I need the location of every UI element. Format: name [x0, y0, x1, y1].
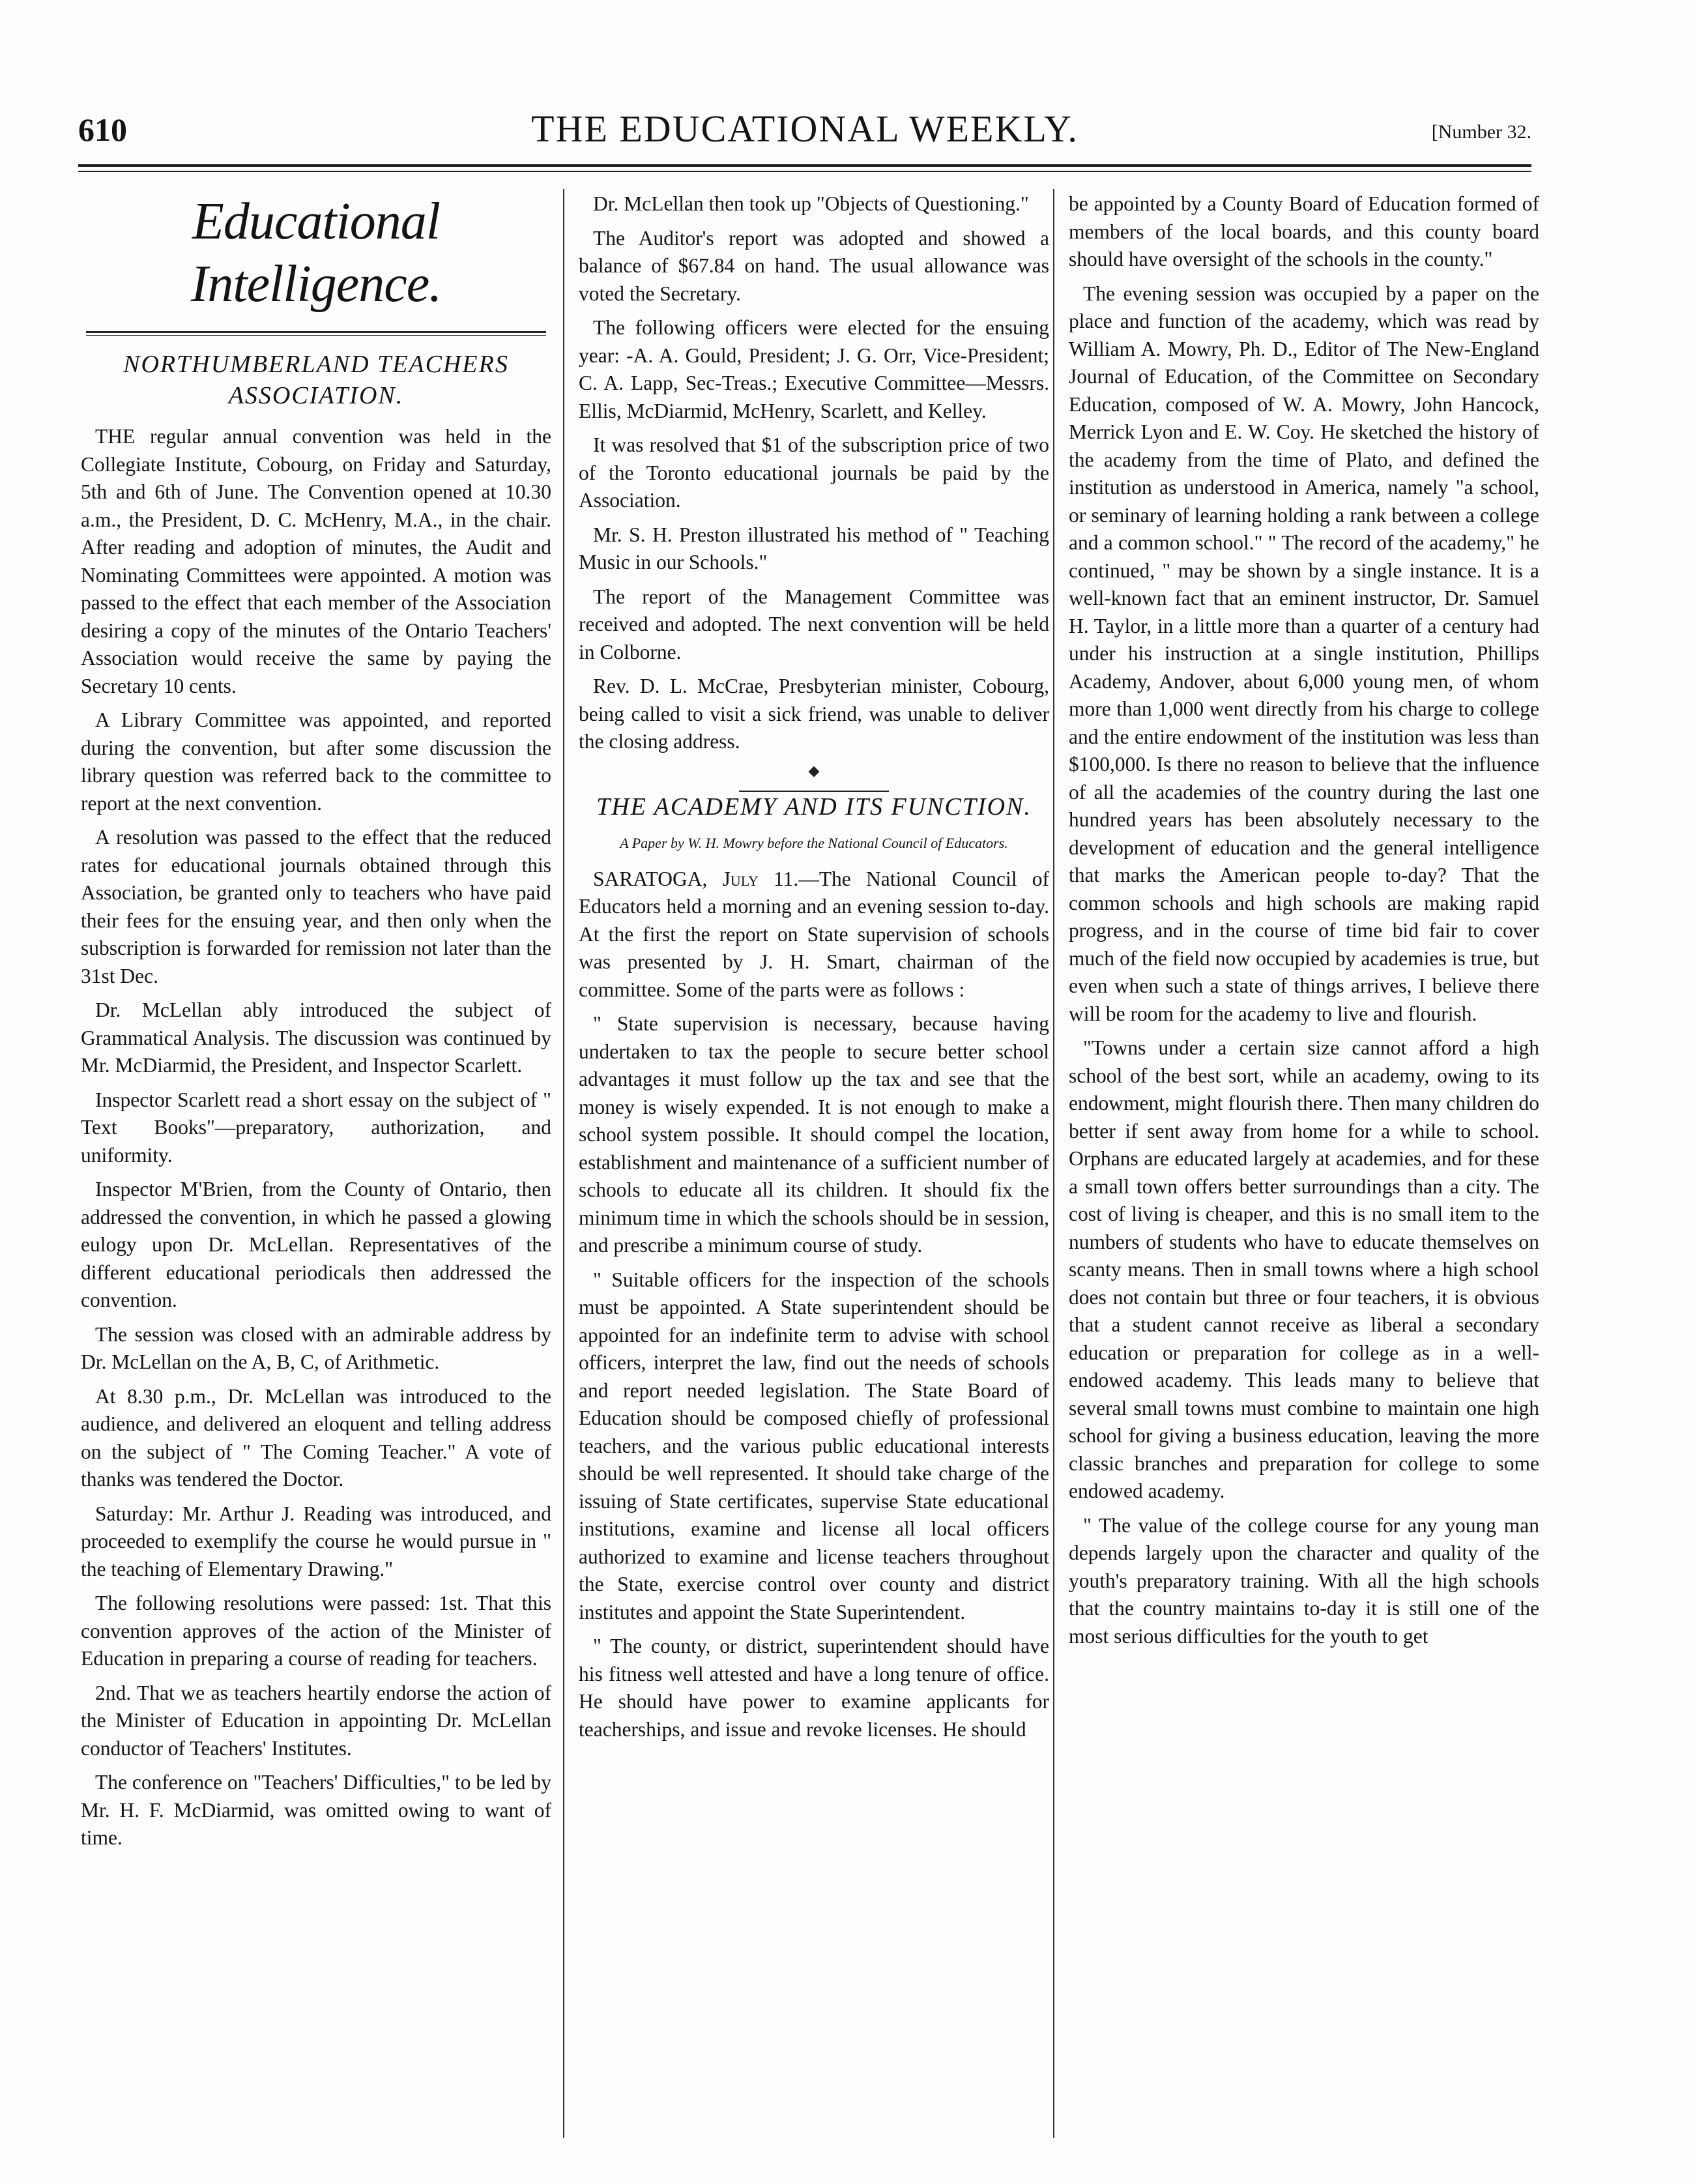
- article-paragraph: The Auditor's report was adopted and showed a balance of $67.84 on hand. The usual allowance was voted the Secretary.: [579, 226, 1049, 305]
- article-paragraph: Dr. McLellan ably introduced the subject of Grammatical Analysis. The discussion was continued by Mr. McDiarmid, the President, and Inspector Scarlett.: [81, 998, 551, 1077]
- article-paragraph: 2nd. That we as teachers heartily endorse the action of the Minister of Education in appointing Dr. McLellan conductor of Teachers' Institutes.: [81, 1681, 551, 1760]
- section-ornament-divider: [579, 769, 1049, 776]
- article-paragraph: Mr. S. H. Preston illustrated his method of " Teaching Music in our Schools.": [579, 523, 1049, 574]
- column-2: [579, 190, 1049, 2129]
- article-paragraph: " State supervision is necessary, because having undertaken to tax the people to secure better school advantages it must follow up the tax and see that the money is wisely expended. It is not enough to make a school system possible. It should compel the location, establishment and maintenance of a sufficient number of schools to educate all its children. It should fix the minimum time in which the schools should be in session, and prescribe a minimum course of study.: [579, 1012, 1049, 1257]
- dateline: SARATOGA, July 11.: [593, 867, 799, 890]
- column-divider-2: [1053, 189, 1054, 2138]
- column-3: [1069, 190, 1539, 2129]
- page-header: [78, 98, 1531, 156]
- article-title-northumberland: NORTHUMBERLAND TEACHERS ASSOCIATION.: [123, 351, 509, 409]
- page-number: 610: [78, 111, 127, 148]
- article-paragraph: At 8.30 p.m., Dr. McLellan was introduced to the audience, and delivered an eloquent and telling address on the subject of " The Coming Teacher." A vote of thanks was tendered the Doctor.: [81, 1384, 551, 1491]
- section-title-rule: [86, 331, 546, 336]
- journal-title: THE EDUCATIONAL WEEKLY.: [531, 108, 1079, 150]
- article-paragraph: [579, 866, 1049, 1004]
- header-rule-thick: [78, 164, 1531, 167]
- article-paragraph: " The value of the college course for any young man depends largely upon the character and quality of the youth's preparatory training. With all the high schools that the country maintains to-day it is still one of the most serious difficulties for the youth to get: [1069, 1513, 1539, 1648]
- article-paragraph: The evening session was occupied by a paper on the place and function of the academy, which was read by William A. Mowry, Ph. D., Editor of The New-England Journal of Education, of the Committee on Secondary Education, composed of W. A. Mowry, John Hancock, Merrick Lyon and E. W. Coy. He sketched the history of the academy from the time of Plato, and defined the institution as understood in America, namely "a school, or seminary of learning holding a rank between a college and a common school." " The record of the academy," he continued, " may be shown by a single instance. It is a well-known fact that an eminent instructor, Dr. Samuel H. Taylor, in a little more than a quarter of a century had under his instruction at a single institution, Phillips Academy, Andover, about 6,000 young men, of whom more than 1,000 went directly from his charge to college and the entire endowment of the institution was less than $100,000. Is there no reason to believe that the influence of all the academies of the country during the last one hundred years has been absolutely necessary to the development of education and the general intelligence that marks the American people to-day? That the common schools and high schools are making rapid progress, and in the course of time bid fair to cover much of the field now occupied by academies is true, but even when such a state of things arrives, I believe there will be room for the academy to live and flourish.: [1069, 282, 1539, 1025]
- article-paragraph: The following resolutions were passed: 1st. That this convention approves of the action of the Minister of Education in preparing a course of reading for teachers.: [81, 1592, 551, 1670]
- issue-number: [Number 32.: [1431, 121, 1531, 143]
- article-paragraph: A Library Committee was appointed, and reported during the convention, but after some discussion the library question was referred back to the committee to report at the next convention.: [81, 708, 551, 815]
- article-paragraph: It was resolved that $1 of the subscription price of two of the Toronto educational journals be paid by the Association.: [579, 433, 1049, 512]
- article-byline: A Paper by W. H. Mowry before the National Council of Educators.: [620, 834, 1008, 851]
- article-paragraph: THE regular annual convention was held in the Collegiate Institute, Cobourg, on Friday and Saturday, 5th and 6th of June. The Convention opened at 10.30 a.m., the President, D. C. McHenry, M.A., in the chair. After reading and adoption of minutes, the Audit and Nominating Committees were appointed. A motion was passed to the effect that each member of the Association desiring a copy of the minutes of the Ontario Teachers' Association would receive the same by paying the Secretary 10 cents.: [81, 425, 551, 697]
- article-paragraph: Inspector Scarlett read a short essay on the subject of " Text Books"—preparatory, authorization, and uniformity.: [81, 1088, 551, 1167]
- article-paragraph: The session was closed with an admirable address by Dr. McLellan on the A, B, C, of Arithmetic.: [81, 1322, 551, 1373]
- article-paragraph: A resolution was passed to the effect that the reduced rates for educational journals obtained through this Association, be granted only to teachers who have paid their fees for the ensuing year, and then only when the subscription is forwarded for remission not later than the 31st Dec.: [81, 826, 551, 987]
- header-rule-thin: [78, 171, 1531, 172]
- dateline-continuation: —The National Council of Educators held a morning and an evening session to-day. At the first the report on State supervision of schools was presented by J. H. Smart, chairman of the committee. Some of the parts were as follows :: [579, 867, 1049, 1001]
- article-paragraph: Rev. D. L. McCrae, Presbyterian minister, Cobourg, being called to visit a sick friend, was unable to deliver the closing address.: [579, 675, 1049, 753]
- article-paragraph: "Towns under a certain size cannot afford a high school of the best sort, while an academy, owing to its endowment, might flourish there. Then many children do better if sent away from home for a while to school. Orphans are educated largely at academies, and for these a small town offers better surroundings than a city. The cost of living is cheaper, and this is no small item to the numbers of students who have to educate themselves on scanty means. Then in small towns where a high school does not contain but three or four teachers, it is obvious that a student cannot receive as liberal a secondary education or preparation for college as in a well-endowed academy. This leads many to believe that several small towns must combine to maintain one high school for giving a business education, leaving the more classic branches and preparation for college to some endowed academy.: [1069, 1036, 1539, 1502]
- article-paragraph: Saturday: Mr. Arthur J. Reading was introduced, and proceeded to exemplify the course he would pursue in " the teaching of Elementary Drawing.": [81, 1502, 551, 1580]
- article-paragraph: be appointed by a County Board of Education formed of members of the local boards, and this county board should have oversight of the schools in the county.": [1069, 192, 1539, 270]
- article-paragraph: " The county, or district, superintendent should have his fitness well attested and have a long tenure of office. He should have power to examine applicants for teacherships, and issue and revoke licenses. He should: [579, 1635, 1049, 1741]
- article-paragraph: Dr. McLellan then took up "Objects of Questioning.": [593, 192, 1029, 215]
- column-1: [81, 190, 551, 2129]
- article-paragraph: The following officers were elected for the ensuing year: -A. A. Gould, President; J. G. Orr, Vice-President; C. A. Lapp, Sec-Treas.; Executive Committee—Messrs. Ellis, McDiarmid, McHenry, Scarlett, and Kelley.: [579, 316, 1049, 422]
- article-paragraph: " Suitable officers for the inspection of the schools must be appointed. A State superintendent should be appointed for an indefinite term to advise with school officers, interpret the law, find out the needs of schools and report needed legislation. The State Board of Education should be composed chiefly of professional teachers, and the various public educational interests should be well represented. It should take charge of the issuing of State certificates, supervise State educational institutions, examine and license all local officers authorized to examine and license teachers throughout the State, exercise control over county and district institutes and appoint the State Superintendent.: [579, 1268, 1049, 1623]
- section-title: Educational Intelligence.: [190, 193, 442, 313]
- article-paragraph: Inspector M'Brien, from the County of Ontario, then addressed the convention, in which he passed a glowing eulogy upon Dr. McLellan. Representatives of the different educational periodicals then addressed the convention.: [81, 1178, 551, 1311]
- article-paragraph: The report of the Management Committee was received and adopted. The next convention will be held in Colborne.: [579, 585, 1049, 663]
- article-paragraph: The conference on "Teachers' Difficulties," to be led by Mr. H. F. McDiarmid, was omitted owing to want of time.: [81, 1771, 551, 1849]
- column-divider-1: [563, 189, 564, 2138]
- article-title-academy: THE ACADEMY AND ITS FUNCTION.: [596, 793, 1032, 821]
